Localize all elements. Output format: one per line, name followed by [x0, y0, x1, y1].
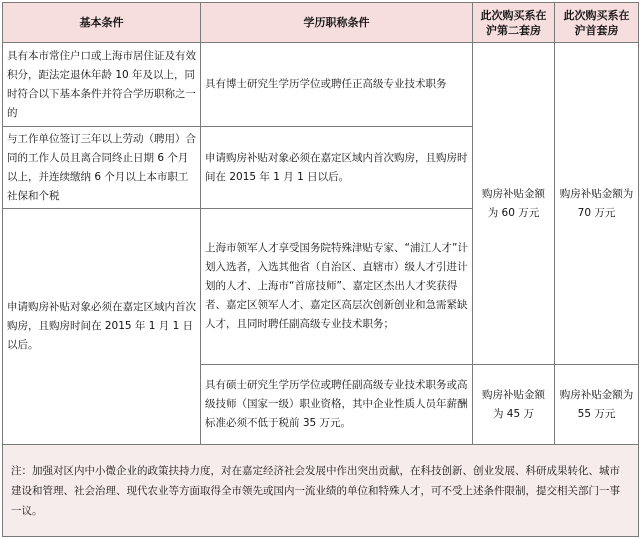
education-condition-cell: 具有博士研究生学历学位或聘任正高级专业技术职务	[201, 43, 473, 127]
header-second-home: 此次购买系在沪第二套房	[473, 3, 555, 43]
education-condition-cell: 上海市领军人才享受国务院特殊津贴专家、“浦江人才”计划入选者，入选其他省（自治区、直辖市）级人才引进计划的人才、上海市“首席技师”、嘉定区杰出人才奖获得者、嘉定区领军人才、嘉定区高层次创新创业和急需紧缺人才，且同时聘任副高级专业技术职务；	[201, 209, 473, 365]
table-row	[3, 43, 639, 127]
note-row	[3, 445, 639, 537]
basic-condition-cell: 具有本市常住户口或上海市居住证及有效积分，距法定退休年龄 10 年及以上，同时符合以下基本条件并符合学历职称之一的	[3, 43, 201, 127]
header-basic-conditions: 基本条件	[3, 3, 201, 43]
footnote: 注：加强对区内中小微企业的政策扶持力度，对在嘉定经济社会发展中作出突出贡献，在科技创新、创业发展、科研成果转化、城市建设和管理、社会治理、现代农业等方面取得全市领先或国内一流业绩的单位和特殊人才，可不受上述条件限制，提交相关部门一事一议。	[3, 445, 639, 537]
subsidy-second-home-top: 购房补贴金额为 60 万元	[473, 43, 555, 365]
education-condition-cell: 申请购房补贴对象必须在嘉定区域内首次购房，且购房时间在 2015 年 1 月 1 日以后。	[201, 127, 473, 209]
basic-condition-cell: 与工作单位签订三年以上劳动（聘用）合同的工作人员且离合同终止日期 6 个月以上，并连续缴纳 6 个月以上本市职工社保和个税	[3, 127, 201, 209]
subsidy-first-home-top: 购房补贴金额为 70 万元	[555, 43, 639, 365]
header-first-home: 此次购买系在沪首套房	[555, 3, 639, 43]
subsidy-first-home-bottom: 购房补贴金额为 55 万元	[555, 365, 639, 445]
policy-table	[2, 2, 639, 537]
basic-condition-cell: 申请购房补贴对象必须在嘉定区域内首次购房，且购房时间在 2015 年 1 月 1 日以后。	[3, 209, 201, 445]
subsidy-second-home-bottom: 购房补贴金额为 45 万	[473, 365, 555, 445]
header-education-title: 学历职称条件	[201, 3, 473, 43]
header-row	[3, 3, 639, 43]
education-condition-cell: 具有硕士研究生学历学位或聘任副高级专业技术职务或高级技师（国家一级）职业资格，其中企业性质人员年薪酬标准必须不低于税前 35 万元。	[201, 365, 473, 445]
